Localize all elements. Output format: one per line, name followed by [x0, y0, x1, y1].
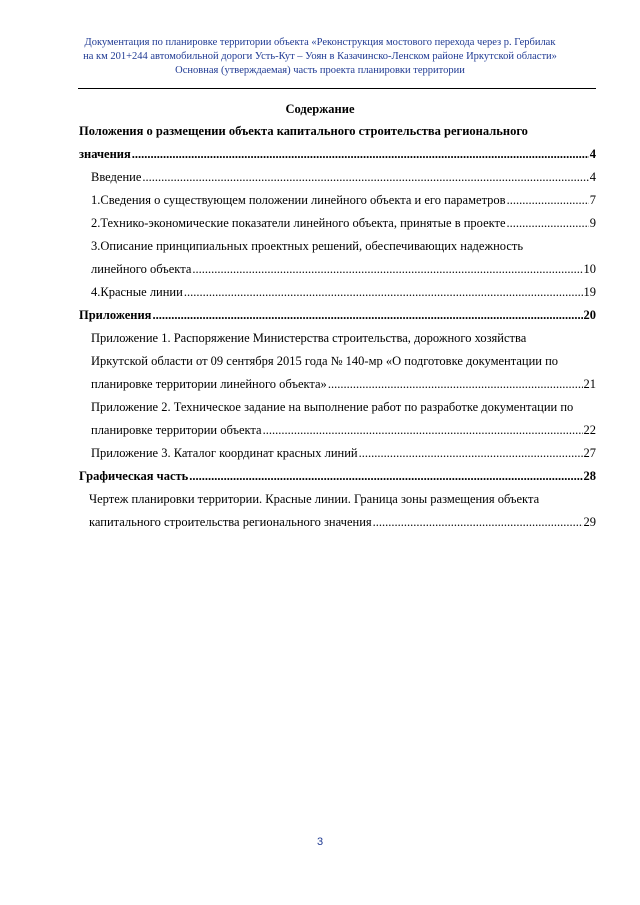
toc-entry-text: Приложение 1. Распоряжение Министерства строительства, дорожного хозяйства [91, 331, 527, 345]
toc-entry-introduction[interactable] [79, 166, 596, 189]
toc-entry-text: планировке территории линейного объекта» [91, 377, 327, 391]
header-divider [78, 88, 596, 89]
toc-page-number: 4 [589, 170, 596, 184]
toc-leader-dots [373, 511, 583, 534]
toc-page-number: 27 [583, 446, 596, 460]
toc-entry-appendices[interactable] [79, 304, 596, 327]
toc-entry-planning-drawing[interactable] [79, 488, 596, 534]
toc-page-number: 9 [589, 216, 596, 230]
toc-entry-text: капитального строительства регионального значения [89, 515, 372, 529]
toc-entry-text: 3.Описание принципиальных проектных решений, обеспечивающих надежность [91, 239, 524, 253]
toc-entry-text: Введение [91, 170, 142, 184]
toc-entry-text: Приложение 2. Техническое задание на выполнение работ по разработке документации по [91, 400, 574, 414]
toc-title: Содержание [285, 102, 355, 116]
toc-entry-text: Графическая часть [79, 469, 189, 483]
toc-page-number: 10 [583, 262, 596, 276]
toc-entry-text: Чертеж планировки территории. Красные линии. Граница зоны размещения объекта [89, 492, 540, 506]
toc-entry-text: 2.Технико-экономические показатели линейного объекта, принятые в проекте [91, 216, 506, 230]
toc-page-number: 19 [583, 285, 596, 299]
toc-leader-dots [142, 166, 588, 189]
toc-leader-dots [507, 212, 589, 235]
toc-entry-text: Положения о размещении объекта капитального строительства регионального [79, 124, 528, 138]
toc-entry-text: Приложение 3. Каталог координат красных линий [91, 446, 358, 460]
toc-page-number: 22 [583, 423, 596, 437]
toc-leader-dots [152, 304, 582, 327]
toc-entry-appendix-2[interactable] [79, 396, 596, 442]
toc-entry-section-regional[interactable] [79, 120, 596, 166]
toc-page-number: 21 [583, 377, 596, 391]
toc-entry-graphic-part[interactable] [79, 465, 596, 488]
toc-page-number: 7 [589, 193, 596, 207]
toc-page-number: 29 [583, 515, 596, 529]
page-header [0, 36, 640, 78]
toc-entry-red-lines[interactable] [79, 281, 596, 304]
toc-leader-dots [328, 373, 583, 396]
toc-entry-design-solutions[interactable] [79, 235, 596, 281]
toc-leader-dots [507, 189, 589, 212]
header-line-2: на км 201+244 автомобильной дороги Усть-Кут – Уоян в Казачинско-Ленском районе Иркутской области» [83, 51, 557, 62]
toc-leader-dots [132, 143, 589, 166]
toc-entry-technical-economic[interactable] [79, 212, 596, 235]
toc-entry-text: значения [79, 147, 131, 161]
toc-entry-appendix-1[interactable] [79, 327, 596, 396]
toc-leader-dots [184, 281, 583, 304]
toc-entry-text: 4.Красные линии [91, 285, 183, 299]
toc-entry-text: Приложения [79, 308, 152, 322]
toc-leader-dots [359, 442, 583, 465]
toc-leader-dots [192, 258, 582, 281]
toc-page-number: 4 [589, 147, 596, 161]
toc-leader-dots [263, 419, 583, 442]
toc-page-number: 20 [583, 308, 596, 322]
header-line-1: Документация по планировке территории объекта «Реконструкция мостового перехода через р. Гербилак [84, 37, 556, 48]
toc-entry-text: 1.Сведения о существующем положении линейного объекта и его параметров [91, 193, 506, 207]
header-line-3: Основная (утверждаемая) часть проекта планировки территории [175, 65, 465, 76]
toc-leader-dots [189, 465, 582, 488]
page-number: 3 [316, 836, 324, 848]
toc-entry-text: планировке территории объекта [91, 423, 262, 437]
toc-entry-text: линейного объекта [91, 262, 192, 276]
toc-page-number: 28 [583, 469, 596, 483]
toc-entry-appendix-3[interactable] [79, 442, 596, 465]
table-of-contents [79, 120, 596, 534]
toc-entry-existing-state[interactable] [79, 189, 596, 212]
toc-entry-text: Иркутской области от 09 сентября 2015 года № 140-мр «О подготовке документации по [91, 354, 559, 368]
